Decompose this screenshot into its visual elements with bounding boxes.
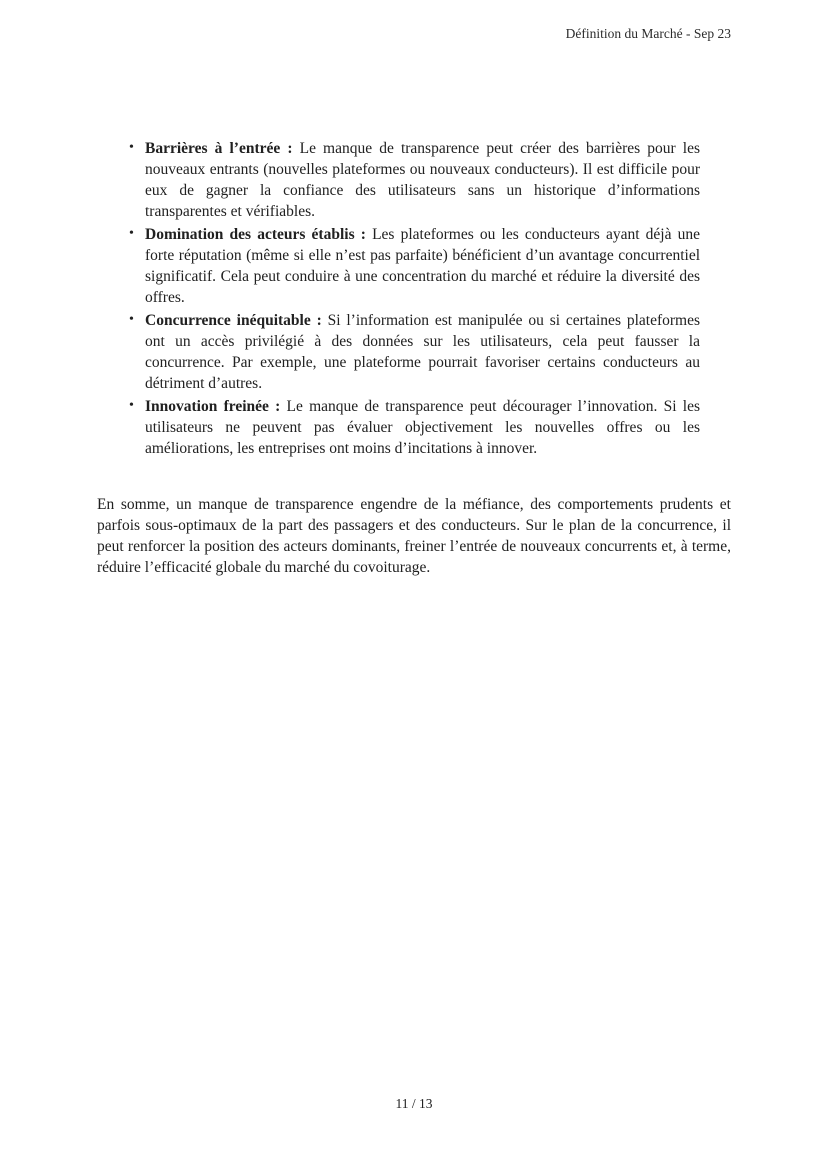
list-item (97, 224, 700, 308)
list-item (97, 138, 700, 222)
bullet-icon: • (129, 226, 134, 241)
bullet-icon: • (129, 312, 134, 327)
bullet-icon: • (129, 140, 134, 155)
bullet-text: Si l’information est manipulée ou si certaines plateformes ont un accès privilégié à des données sur les utilisateurs, cela peut fausser la concurrence. Par exemple, une plateforme pourrait favoriser certains conducteurs au détriment d’autres. (145, 312, 700, 392)
bullet-icon: • (129, 398, 134, 413)
bullet-text: Les plateformes ou les conducteurs ayant déjà une forte réputation (même si elle n’est pas parfaite) bénéficient d’un avantage concurrentiel significatif. Cela peut conduire à une concentration du marché et réduire la diversité des offres. (145, 226, 700, 306)
list-item (97, 310, 700, 394)
bullet-text: Le manque de transparence peut créer des barrières pour les nouveaux entrants (nouvelles plateformes ou nouveaux conducteurs). Il est difficile pour eux de gagner la confiance des utilisateurs sans un historique d’informations transparentes et vérifiables. (145, 140, 700, 220)
bullet-term: Concurrence inéquitable : (145, 312, 322, 329)
bullet-term: Barrières à l’entrée : (145, 140, 293, 157)
closing-paragraph: En somme, un manque de transparence engendre de la méfiance, des comportements prudents et parfois sous-optimaux de la part des passagers et des conducteurs. Sur le plan de la concurrence, il peut renforcer la position des acteurs dominants, freiner l’entrée de nouveaux concurrents et, à terme, réduire l’efficacité globale du marché du covoiturage. (97, 496, 731, 576)
running-header: Définition du Marché - Sep 23 (565, 26, 731, 41)
page-number: 11 / 13 (395, 1096, 433, 1111)
page-content (97, 138, 731, 594)
list-item (97, 396, 700, 459)
bullet-text: Le manque de transparence peut décourager l’innovation. Si les utilisateurs ne peuvent pas évaluer objectivement les nouvelles offres ou les améliorations, les entreprises ont moins d’incitations à innover. (145, 398, 700, 457)
bullet-term: Domination des acteurs établis : (145, 226, 366, 243)
bullet-term: Innovation freinée : (145, 398, 281, 415)
bullet-list (97, 138, 700, 459)
